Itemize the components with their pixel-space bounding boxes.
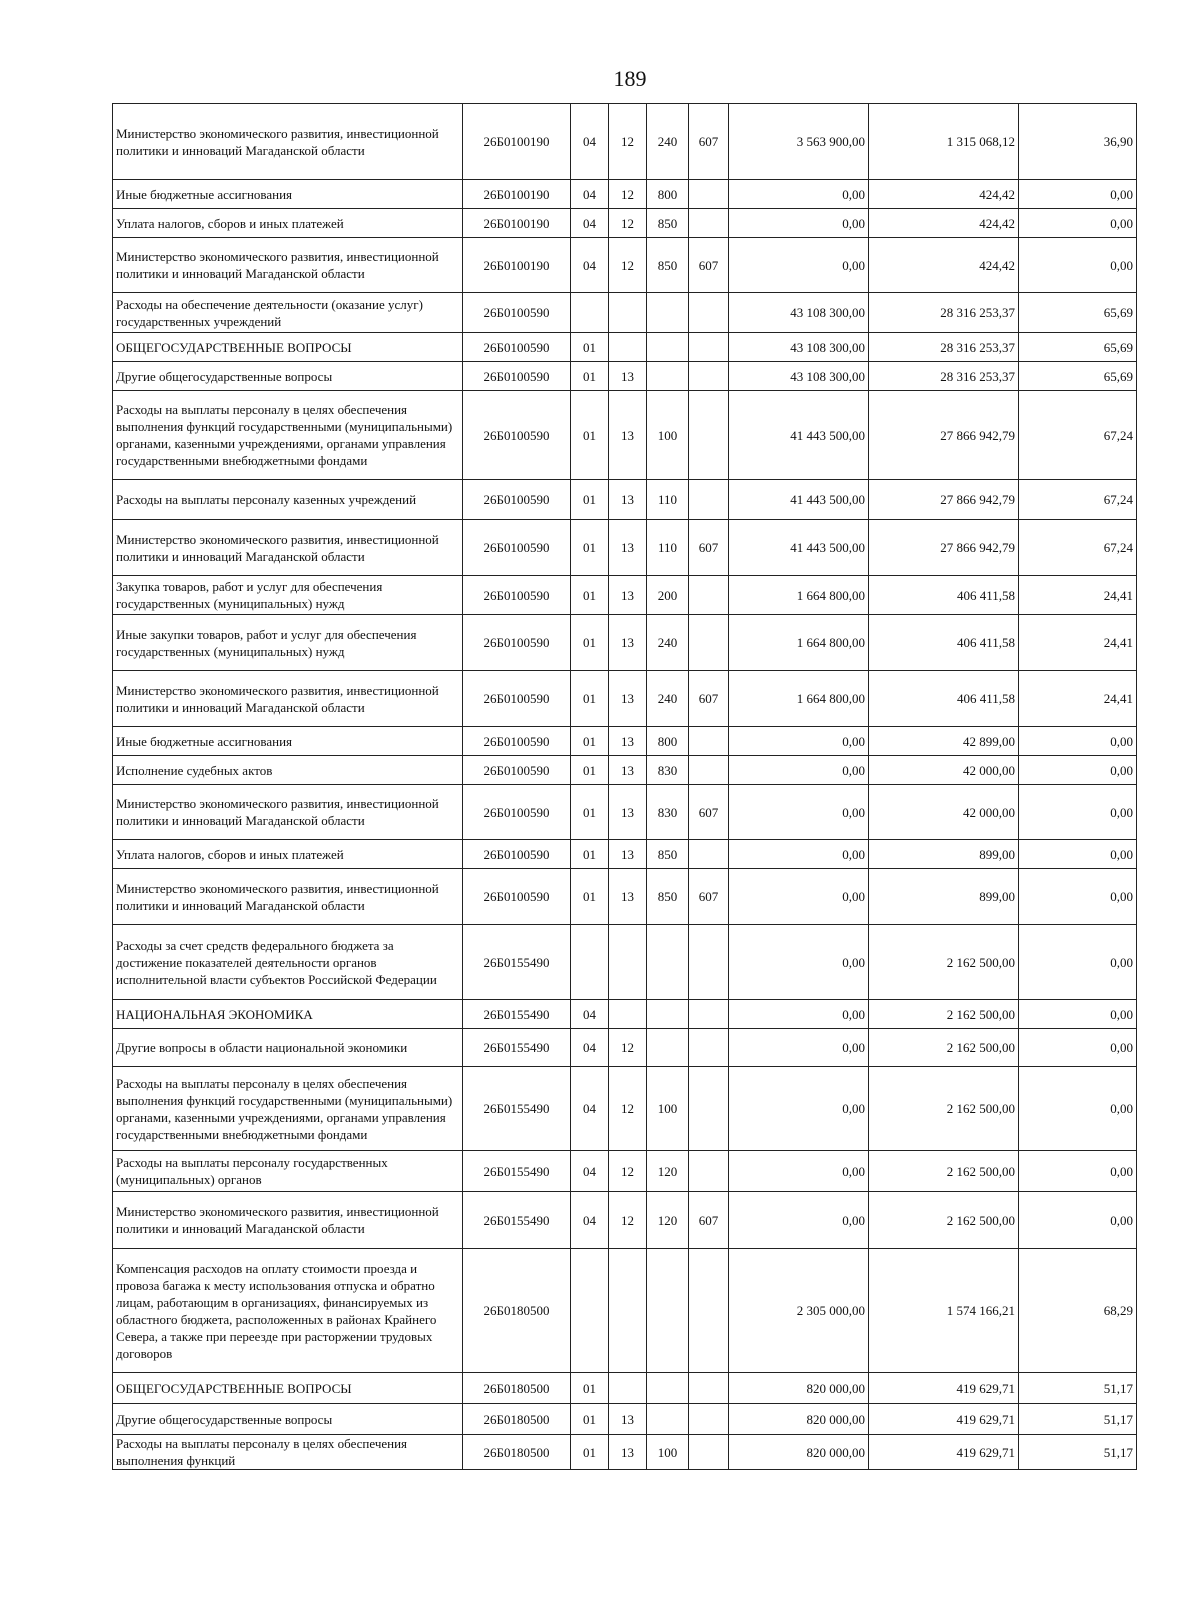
cell-expense-type: 800 xyxy=(647,180,689,209)
cell-expense-type: 110 xyxy=(647,520,689,576)
cell-target-article: 26Б0100590 xyxy=(463,727,571,756)
cell-name: Уплата налогов, сборов и иных платежей xyxy=(113,209,463,238)
cell-percent: 0,00 xyxy=(1019,1067,1137,1151)
cell-expense-type xyxy=(647,1000,689,1029)
cell-expense-type xyxy=(647,362,689,391)
table-row xyxy=(113,1151,1137,1192)
cell-expense-type: 850 xyxy=(647,209,689,238)
cell-fact: 2 162 500,00 xyxy=(869,1067,1019,1151)
cell-expense-type: 850 xyxy=(647,840,689,869)
cell-expense-type xyxy=(647,293,689,333)
cell-fact: 419 629,71 xyxy=(869,1404,1019,1435)
cell-administrator xyxy=(689,1067,729,1151)
cell-name: Министерство экономического развития, инвестиционной политики и инноваций Магаданской области xyxy=(113,520,463,576)
cell-target-article: 26Б0100590 xyxy=(463,391,571,480)
cell-section: 01 xyxy=(571,480,609,520)
cell-name: Компенсация расходов на оплату стоимости проезда и провоза багажа к месту использования отпуска и обратно лицам, работающим в организациях, финансируемых из областного бюджета, расположенных в районах Крайнего Севера, а также при переезде при расторжении трудовых договоров xyxy=(113,1249,463,1373)
cell-administrator: 607 xyxy=(689,104,729,180)
cell-percent: 24,41 xyxy=(1019,671,1137,727)
cell-plan: 820 000,00 xyxy=(729,1404,869,1435)
cell-plan: 43 108 300,00 xyxy=(729,293,869,333)
table-row xyxy=(113,1435,1137,1470)
cell-name: Министерство экономического развития, инвестиционной политики и инноваций Магаданской области xyxy=(113,671,463,727)
cell-expense-type xyxy=(647,1029,689,1067)
cell-subsection: 13 xyxy=(609,671,647,727)
cell-expense-type xyxy=(647,925,689,1000)
cell-fact: 2 162 500,00 xyxy=(869,1029,1019,1067)
cell-section: 01 xyxy=(571,333,609,362)
table-row xyxy=(113,333,1137,362)
cell-fact: 28 316 253,37 xyxy=(869,362,1019,391)
cell-administrator xyxy=(689,362,729,391)
cell-administrator: 607 xyxy=(689,520,729,576)
cell-section: 04 xyxy=(571,1192,609,1249)
cell-subsection: 13 xyxy=(609,480,647,520)
cell-subsection: 12 xyxy=(609,238,647,293)
cell-name: Расходы за счет средств федерального бюджета за достижение показателей деятельности органов исполнительной власти субъектов Российской Федерации xyxy=(113,925,463,1000)
table-row xyxy=(113,576,1137,615)
cell-target-article: 26Б0100190 xyxy=(463,180,571,209)
cell-fact: 42 899,00 xyxy=(869,727,1019,756)
cell-plan: 3 563 900,00 xyxy=(729,104,869,180)
cell-expense-type: 240 xyxy=(647,104,689,180)
cell-section: 04 xyxy=(571,1151,609,1192)
cell-subsection xyxy=(609,1000,647,1029)
cell-plan: 0,00 xyxy=(729,1029,869,1067)
cell-expense-type xyxy=(647,1404,689,1435)
table-row xyxy=(113,840,1137,869)
cell-section: 01 xyxy=(571,520,609,576)
cell-target-article: 26Б0155490 xyxy=(463,925,571,1000)
cell-subsection: 13 xyxy=(609,727,647,756)
cell-section: 01 xyxy=(571,1373,609,1404)
cell-section: 01 xyxy=(571,391,609,480)
cell-percent: 0,00 xyxy=(1019,785,1137,840)
cell-target-article: 26Б0155490 xyxy=(463,1192,571,1249)
cell-target-article: 26Б0100190 xyxy=(463,104,571,180)
cell-name: Иные бюджетные ассигнования xyxy=(113,180,463,209)
cell-section xyxy=(571,925,609,1000)
cell-name: НАЦИОНАЛЬНАЯ ЭКОНОМИКА xyxy=(113,1000,463,1029)
cell-expense-type: 830 xyxy=(647,756,689,785)
cell-percent: 36,90 xyxy=(1019,104,1137,180)
table-row xyxy=(113,362,1137,391)
cell-subsection: 13 xyxy=(609,756,647,785)
cell-subsection: 12 xyxy=(609,1029,647,1067)
cell-target-article: 26Б0180500 xyxy=(463,1249,571,1373)
cell-subsection: 12 xyxy=(609,1151,647,1192)
cell-subsection: 13 xyxy=(609,840,647,869)
cell-administrator xyxy=(689,615,729,671)
cell-subsection: 12 xyxy=(609,1192,647,1249)
table-row xyxy=(113,756,1137,785)
table-row xyxy=(113,1373,1137,1404)
cell-fact: 424,42 xyxy=(869,180,1019,209)
cell-section xyxy=(571,1249,609,1373)
cell-fact: 42 000,00 xyxy=(869,756,1019,785)
cell-subsection: 13 xyxy=(609,1435,647,1470)
cell-section: 04 xyxy=(571,1067,609,1151)
cell-subsection: 13 xyxy=(609,785,647,840)
cell-subsection xyxy=(609,293,647,333)
cell-target-article: 26Б0100590 xyxy=(463,840,571,869)
cell-target-article: 26Б0100590 xyxy=(463,362,571,391)
cell-expense-type: 120 xyxy=(647,1151,689,1192)
page-number: 189 xyxy=(613,66,647,91)
table-row xyxy=(113,520,1137,576)
table-row xyxy=(113,1192,1137,1249)
cell-target-article: 26Б0100590 xyxy=(463,869,571,925)
table-row xyxy=(113,391,1137,480)
cell-percent: 51,17 xyxy=(1019,1435,1137,1470)
cell-name: Расходы на выплаты персоналу в целях обеспечения выполнения функций государственными (муниципальными) органами, казенными учреждениями, органами управления государственными внебюджетными фондами xyxy=(113,391,463,480)
cell-target-article: 26Б0155490 xyxy=(463,1029,571,1067)
cell-name: Исполнение судебных актов xyxy=(113,756,463,785)
cell-name: Другие общегосударственные вопросы xyxy=(113,1404,463,1435)
cell-percent: 0,00 xyxy=(1019,1192,1137,1249)
cell-percent: 0,00 xyxy=(1019,1151,1137,1192)
cell-percent: 0,00 xyxy=(1019,1000,1137,1029)
cell-subsection: 13 xyxy=(609,576,647,615)
cell-percent: 67,24 xyxy=(1019,520,1137,576)
cell-administrator xyxy=(689,727,729,756)
cell-plan: 43 108 300,00 xyxy=(729,362,869,391)
cell-administrator xyxy=(689,925,729,1000)
cell-percent: 0,00 xyxy=(1019,869,1137,925)
cell-expense-type xyxy=(647,333,689,362)
cell-name: Расходы на выплаты персоналу в целях обеспечения выполнения функций государственными (муниципальными) органами, казенными учреждениями, органами управления государственными внебюджетными фондами xyxy=(113,1067,463,1151)
cell-plan: 0,00 xyxy=(729,180,869,209)
cell-target-article: 26Б0155490 xyxy=(463,1067,571,1151)
cell-subsection xyxy=(609,1373,647,1404)
cell-fact: 424,42 xyxy=(869,209,1019,238)
cell-expense-type: 850 xyxy=(647,869,689,925)
cell-name: ОБЩЕГОСУДАРСТВЕННЫЕ ВОПРОСЫ xyxy=(113,333,463,362)
cell-expense-type xyxy=(647,1249,689,1373)
cell-target-article: 26Б0100590 xyxy=(463,671,571,727)
cell-name: Закупка товаров, работ и услуг для обеспечения государственных (муниципальных) нужд xyxy=(113,576,463,615)
cell-target-article: 26Б0180500 xyxy=(463,1404,571,1435)
cell-percent: 0,00 xyxy=(1019,925,1137,1000)
cell-name: Министерство экономического развития, инвестиционной политики и инноваций Магаданской области xyxy=(113,869,463,925)
cell-plan: 0,00 xyxy=(729,756,869,785)
cell-expense-type: 240 xyxy=(647,615,689,671)
cell-target-article: 26Б0100590 xyxy=(463,615,571,671)
table-row xyxy=(113,480,1137,520)
cell-subsection: 13 xyxy=(609,362,647,391)
cell-subsection: 12 xyxy=(609,1067,647,1151)
table-row xyxy=(113,1000,1137,1029)
cell-expense-type: 200 xyxy=(647,576,689,615)
cell-subsection: 12 xyxy=(609,104,647,180)
cell-plan: 820 000,00 xyxy=(729,1435,869,1470)
cell-administrator: 607 xyxy=(689,785,729,840)
cell-administrator xyxy=(689,480,729,520)
cell-subsection: 13 xyxy=(609,520,647,576)
cell-subsection: 12 xyxy=(609,209,647,238)
cell-administrator xyxy=(689,840,729,869)
cell-fact: 2 162 500,00 xyxy=(869,1151,1019,1192)
cell-name: Иные бюджетные ассигнования xyxy=(113,727,463,756)
cell-target-article: 26Б0100190 xyxy=(463,238,571,293)
cell-name: Министерство экономического развития, инвестиционной политики и инноваций Магаданской области xyxy=(113,238,463,293)
cell-administrator xyxy=(689,1435,729,1470)
cell-administrator xyxy=(689,1404,729,1435)
cell-fact: 1 574 166,21 xyxy=(869,1249,1019,1373)
table-row xyxy=(113,238,1137,293)
cell-fact: 27 866 942,79 xyxy=(869,391,1019,480)
cell-percent: 0,00 xyxy=(1019,209,1137,238)
cell-fact: 406 411,58 xyxy=(869,615,1019,671)
cell-plan: 0,00 xyxy=(729,1067,869,1151)
cell-percent: 51,17 xyxy=(1019,1373,1137,1404)
cell-plan: 0,00 xyxy=(729,209,869,238)
cell-fact: 42 000,00 xyxy=(869,785,1019,840)
cell-plan: 1 664 800,00 xyxy=(729,671,869,727)
cell-administrator xyxy=(689,391,729,480)
cell-fact: 2 162 500,00 xyxy=(869,925,1019,1000)
cell-plan: 2 305 000,00 xyxy=(729,1249,869,1373)
cell-subsection xyxy=(609,333,647,362)
cell-expense-type: 850 xyxy=(647,238,689,293)
cell-target-article: 26Б0100590 xyxy=(463,756,571,785)
cell-subsection xyxy=(609,925,647,1000)
cell-section: 04 xyxy=(571,104,609,180)
cell-plan: 0,00 xyxy=(729,238,869,293)
cell-fact: 424,42 xyxy=(869,238,1019,293)
cell-expense-type: 100 xyxy=(647,1067,689,1151)
cell-fact: 406 411,58 xyxy=(869,576,1019,615)
cell-plan: 0,00 xyxy=(729,727,869,756)
cell-fact: 28 316 253,37 xyxy=(869,333,1019,362)
budget-table xyxy=(112,103,1137,1470)
cell-administrator xyxy=(689,333,729,362)
cell-plan: 41 443 500,00 xyxy=(729,391,869,480)
cell-fact: 2 162 500,00 xyxy=(869,1192,1019,1249)
cell-administrator xyxy=(689,209,729,238)
cell-administrator xyxy=(689,1249,729,1373)
cell-fact: 899,00 xyxy=(869,869,1019,925)
cell-administrator xyxy=(689,1000,729,1029)
cell-section: 04 xyxy=(571,1029,609,1067)
cell-plan: 41 443 500,00 xyxy=(729,480,869,520)
cell-percent: 24,41 xyxy=(1019,615,1137,671)
table-row xyxy=(113,925,1137,1000)
cell-name: Министерство экономического развития, инвестиционной политики и инноваций Магаданской области xyxy=(113,785,463,840)
cell-administrator xyxy=(689,1029,729,1067)
cell-section: 01 xyxy=(571,576,609,615)
cell-fact: 1 315 068,12 xyxy=(869,104,1019,180)
cell-plan: 0,00 xyxy=(729,1000,869,1029)
cell-name: Расходы на выплаты персоналу в целях обеспечения выполнения функций xyxy=(113,1435,463,1470)
cell-subsection: 12 xyxy=(609,180,647,209)
cell-percent: 65,69 xyxy=(1019,362,1137,391)
table-row xyxy=(113,785,1137,840)
table-row xyxy=(113,727,1137,756)
table-row xyxy=(113,671,1137,727)
cell-administrator xyxy=(689,180,729,209)
cell-target-article: 26Б0100590 xyxy=(463,785,571,840)
cell-subsection xyxy=(609,1249,647,1373)
cell-administrator: 607 xyxy=(689,238,729,293)
cell-administrator: 607 xyxy=(689,869,729,925)
cell-fact: 419 629,71 xyxy=(869,1373,1019,1404)
cell-fact: 28 316 253,37 xyxy=(869,293,1019,333)
cell-section: 01 xyxy=(571,785,609,840)
cell-percent: 51,17 xyxy=(1019,1404,1137,1435)
cell-target-article: 26Б0100590 xyxy=(463,576,571,615)
cell-name: Уплата налогов, сборов и иных платежей xyxy=(113,840,463,869)
cell-target-article: 26Б0180500 xyxy=(463,1373,571,1404)
cell-administrator: 607 xyxy=(689,1192,729,1249)
cell-section xyxy=(571,293,609,333)
table-row xyxy=(113,1404,1137,1435)
cell-name: Расходы на выплаты персоналу казенных учреждений xyxy=(113,480,463,520)
cell-administrator xyxy=(689,576,729,615)
cell-percent: 67,24 xyxy=(1019,480,1137,520)
cell-target-article: 26Б0100590 xyxy=(463,293,571,333)
table-row xyxy=(113,869,1137,925)
cell-expense-type xyxy=(647,1373,689,1404)
cell-plan: 41 443 500,00 xyxy=(729,520,869,576)
cell-name: Иные закупки товаров, работ и услуг для обеспечения государственных (муниципальных) нужд xyxy=(113,615,463,671)
cell-name: Министерство экономического развития, инвестиционной политики и инноваций Магаданской области xyxy=(113,1192,463,1249)
cell-name: Расходы на выплаты персоналу государственных (муниципальных) органов xyxy=(113,1151,463,1192)
cell-section: 01 xyxy=(571,840,609,869)
cell-name: Расходы на обеспечение деятельности (оказание услуг) государственных учреждений xyxy=(113,293,463,333)
cell-expense-type: 100 xyxy=(647,391,689,480)
cell-section: 01 xyxy=(571,1435,609,1470)
cell-administrator xyxy=(689,1373,729,1404)
cell-percent: 0,00 xyxy=(1019,727,1137,756)
cell-target-article: 26Б0100590 xyxy=(463,333,571,362)
cell-plan: 820 000,00 xyxy=(729,1373,869,1404)
cell-percent: 0,00 xyxy=(1019,180,1137,209)
table-row xyxy=(113,1249,1137,1373)
cell-section: 04 xyxy=(571,1000,609,1029)
cell-administrator xyxy=(689,1151,729,1192)
cell-plan: 1 664 800,00 xyxy=(729,615,869,671)
cell-section: 01 xyxy=(571,1404,609,1435)
cell-name: Другие вопросы в области национальной экономики xyxy=(113,1029,463,1067)
cell-percent: 0,00 xyxy=(1019,756,1137,785)
cell-fact: 419 629,71 xyxy=(869,1435,1019,1470)
cell-section: 04 xyxy=(571,209,609,238)
cell-expense-type: 110 xyxy=(647,480,689,520)
cell-plan: 0,00 xyxy=(729,785,869,840)
cell-fact: 899,00 xyxy=(869,840,1019,869)
cell-section: 01 xyxy=(571,869,609,925)
cell-section: 04 xyxy=(571,180,609,209)
cell-percent: 67,24 xyxy=(1019,391,1137,480)
cell-expense-type: 800 xyxy=(647,727,689,756)
cell-expense-type: 100 xyxy=(647,1435,689,1470)
cell-fact: 2 162 500,00 xyxy=(869,1000,1019,1029)
cell-target-article: 26Б0100590 xyxy=(463,520,571,576)
table-row xyxy=(113,293,1137,333)
cell-target-article: 26Б0155490 xyxy=(463,1000,571,1029)
table-row xyxy=(113,180,1137,209)
table-row xyxy=(113,615,1137,671)
cell-fact: 27 866 942,79 xyxy=(869,520,1019,576)
cell-name: ОБЩЕГОСУДАРСТВЕННЫЕ ВОПРОСЫ xyxy=(113,1373,463,1404)
cell-subsection: 13 xyxy=(609,615,647,671)
cell-plan: 0,00 xyxy=(729,869,869,925)
cell-name: Другие общегосударственные вопросы xyxy=(113,362,463,391)
cell-percent: 65,69 xyxy=(1019,333,1137,362)
cell-administrator xyxy=(689,293,729,333)
table-row xyxy=(113,1029,1137,1067)
cell-target-article: 26Б0100190 xyxy=(463,209,571,238)
cell-administrator: 607 xyxy=(689,671,729,727)
cell-plan: 0,00 xyxy=(729,1192,869,1249)
cell-subsection: 13 xyxy=(609,1404,647,1435)
cell-percent: 24,41 xyxy=(1019,576,1137,615)
cell-plan: 0,00 xyxy=(729,840,869,869)
cell-expense-type: 120 xyxy=(647,1192,689,1249)
cell-fact: 27 866 942,79 xyxy=(869,480,1019,520)
cell-fact: 406 411,58 xyxy=(869,671,1019,727)
cell-subsection: 13 xyxy=(609,869,647,925)
cell-percent: 0,00 xyxy=(1019,238,1137,293)
cell-administrator xyxy=(689,756,729,785)
cell-target-article: 26Б0100590 xyxy=(463,480,571,520)
cell-percent: 68,29 xyxy=(1019,1249,1137,1373)
cell-section: 01 xyxy=(571,756,609,785)
cell-subsection: 13 xyxy=(609,391,647,480)
cell-section: 01 xyxy=(571,362,609,391)
cell-name: Министерство экономического развития, инвестиционной политики и инноваций Магаданской области xyxy=(113,104,463,180)
cell-percent: 65,69 xyxy=(1019,293,1137,333)
cell-section: 01 xyxy=(571,615,609,671)
cell-plan: 1 664 800,00 xyxy=(729,576,869,615)
cell-expense-type: 240 xyxy=(647,671,689,727)
cell-percent: 0,00 xyxy=(1019,1029,1137,1067)
cell-percent: 0,00 xyxy=(1019,840,1137,869)
table-row xyxy=(113,209,1137,238)
cell-expense-type: 830 xyxy=(647,785,689,840)
table-row xyxy=(113,104,1137,180)
table-row xyxy=(113,1067,1137,1151)
cell-target-article: 26Б0180500 xyxy=(463,1435,571,1470)
cell-plan: 43 108 300,00 xyxy=(729,333,869,362)
cell-plan: 0,00 xyxy=(729,925,869,1000)
cell-section: 01 xyxy=(571,727,609,756)
cell-target-article: 26Б0155490 xyxy=(463,1151,571,1192)
cell-plan: 0,00 xyxy=(729,1151,869,1192)
cell-section: 01 xyxy=(571,671,609,727)
cell-section: 04 xyxy=(571,238,609,293)
